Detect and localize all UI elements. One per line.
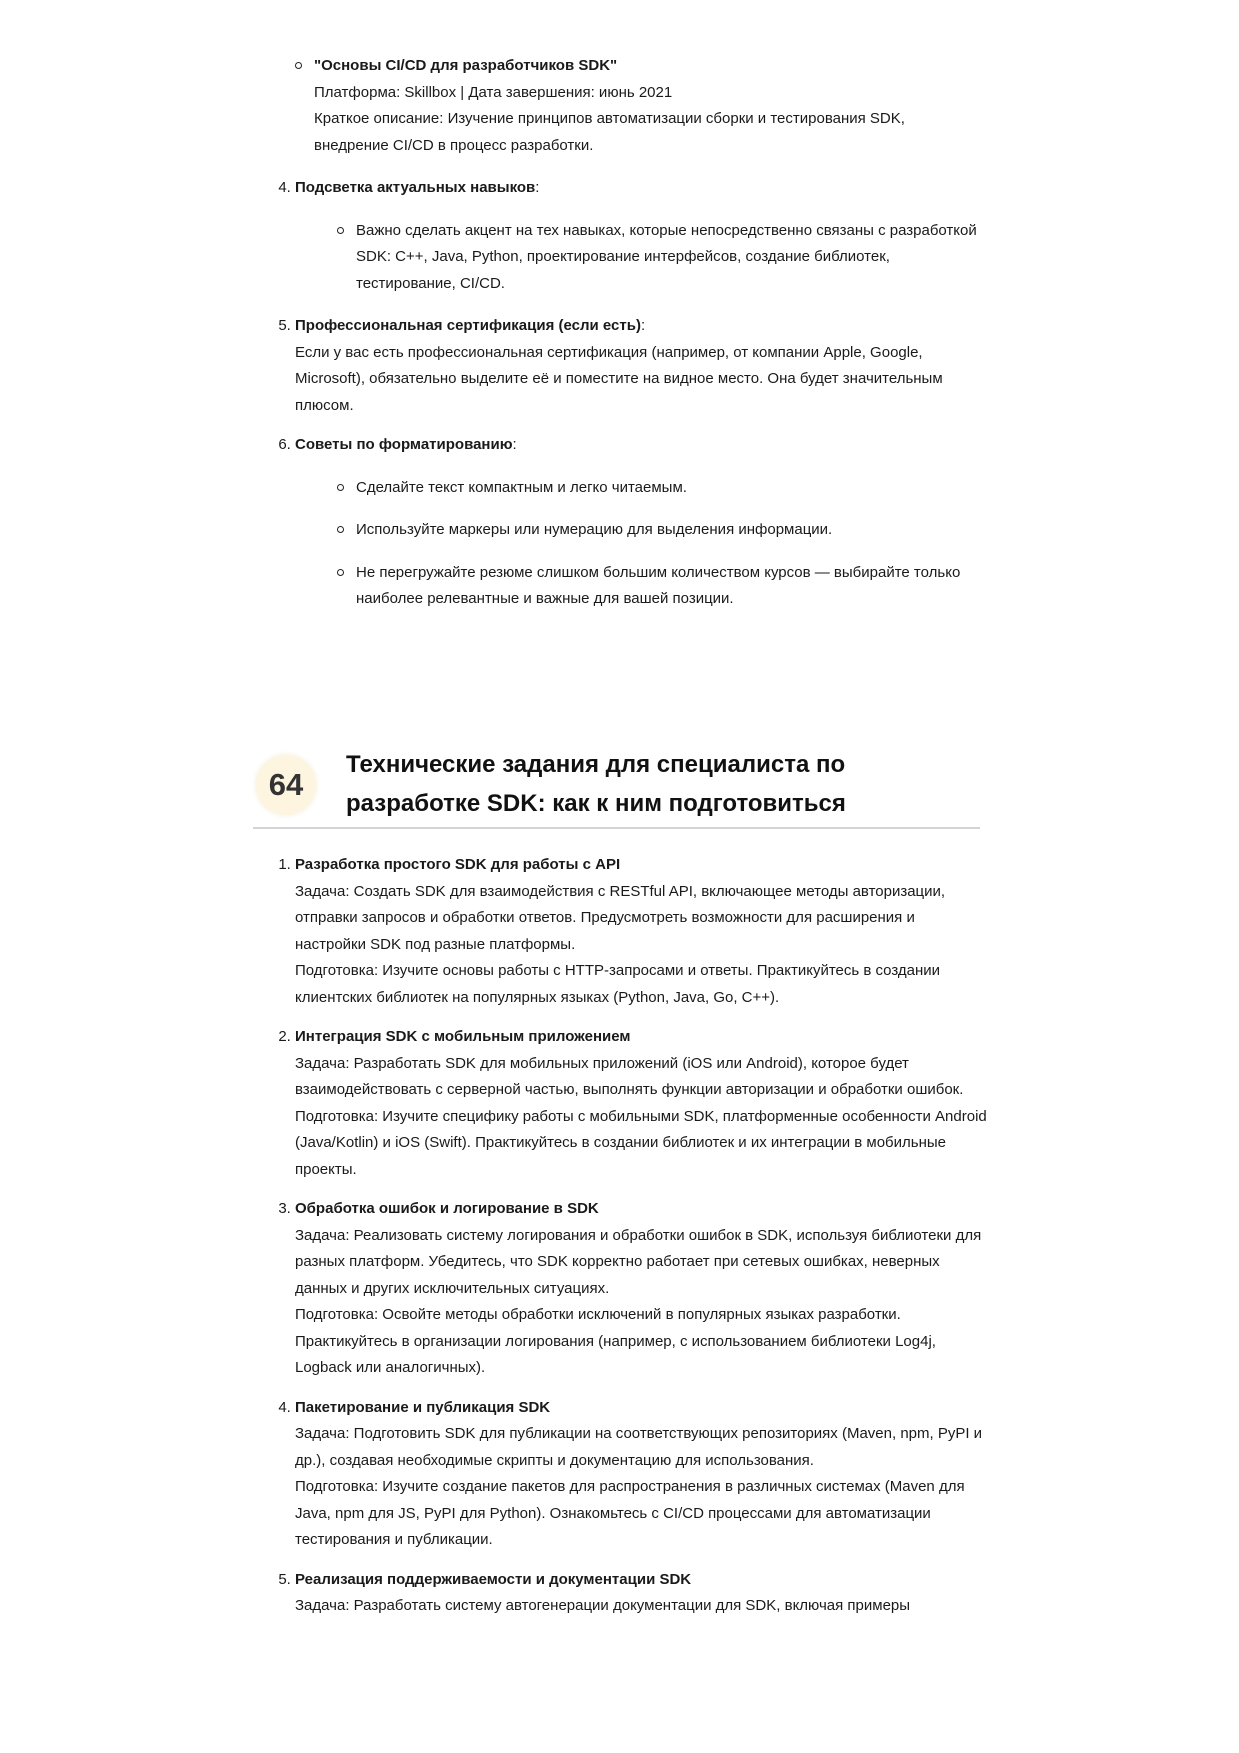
task-title: 2. Интеграция SDK с мобильным приложением xyxy=(295,1028,631,1045)
item-title: Профессиональная сертификация (если есть) xyxy=(295,317,641,334)
item-text: Если у вас есть профессиональная сертификация (например, от компании Apple, Google, Microsoft), обязательно выделите её и поместите на видное место. Она будет значительным плюсом. xyxy=(295,343,943,414)
task-title: 5. Реализация поддерживаемости и документации SDK xyxy=(295,1570,692,1588)
item-title: Подсветка актуальных навыков xyxy=(295,179,536,196)
bullet: Не перегружайте резюме слишком большим количеством курсов — выбирайте только наиболее релевантные и важные для вашей позиции. xyxy=(337,560,981,613)
task-item xyxy=(295,1567,988,1620)
item-suffix: : xyxy=(512,436,517,453)
section-heading xyxy=(253,735,980,829)
task-description: Задача: Реализовать систему логирования и обработки ошибок в SDK, используя библиотеки для разных платформ. Убедитесь, что SDK корректно работает при сетевых ошибках, неверных данных и других исключительных ситуациях. xyxy=(295,1226,982,1297)
course-title: "Основы CI/CD для разработчиков SDK" xyxy=(314,57,618,74)
task-preparation: Подготовка: Изучите создание пакетов для распространения в различных системах (Maven для Java, npm для JS, PyPI для Python). Ознакомьтесь с CI/CD процессами для автоматизации тестирования и публикации. xyxy=(295,1478,965,1548)
bullet: Используйте маркеры или нумерацию для выделения информации. xyxy=(337,517,981,544)
course-entry xyxy=(295,53,939,159)
task-title: 1. Разработка простого SDK для работы с API xyxy=(295,856,621,873)
task-preparation: Подготовка: Освойте методы обработки исключений в популярных языках разработки. Практикуйтесь в организации логирования (например, с использованием библиотеки Log4j, Logback или аналогичных). xyxy=(295,1306,936,1376)
bullet: Сделайте текст компактным и легко читаемым. xyxy=(337,475,981,502)
part1-content xyxy=(253,53,988,629)
bullet: Важно сделать акцент на тех навыках, которые непосредственно связаны с разработкой SDK: C++, Java, Python, проектирование интерфейсов, создание библиотек, тестирование, CI/CD. xyxy=(337,218,981,298)
task-description: Задача: Разработать SDK для мобильных приложений (iOS или Android), которое будет взаимодействовать с серверной частью, выполнять функции авторизации и обработки ошибок. xyxy=(295,1054,964,1098)
item-suffix: : xyxy=(640,317,646,334)
task-item xyxy=(295,1024,988,1183)
task-preparation: Подготовка: Изучите основы работы с HTTP-запросами и ответы. Практикуйтесь в создании клиентских библиотек на популярных языках (Python, Java, Go, C++). xyxy=(295,962,941,1006)
section-title: Технические задания для специалиста по разработке SDK: как к ним подготовиться xyxy=(346,751,846,817)
task-description: Задача: Создать SDK для взаимодействия с RESTful API, включающее методы авторизации, отправки запросов и обработки ответов. Предусмотреть возможности для расширения и настройки SDK под разные платформы. xyxy=(295,882,946,953)
item-title: Советы по форматированию xyxy=(295,436,513,453)
task-title: 3. Обработка ошибок и логирование в SDK xyxy=(295,1200,599,1217)
task-preparation: Подготовка: Изучите специфику работы с мобильными SDK, платформенные особенности Android (Java/Kotlin) и iOS (Swift). Практикуйтесь в создании библиотек и их интеграции в мобильные проекты. xyxy=(295,1107,987,1178)
tasks-content xyxy=(253,852,988,1633)
task-title: 4. Пакетирование и публикация SDK xyxy=(295,1398,551,1416)
task-item xyxy=(295,1395,988,1554)
course-description: Краткое описание: Изучение принципов автоматизации сборки и тестирования SDK, внедрение CI/CD в процесс разработки. xyxy=(314,110,905,154)
course-platform: Платформа: Skillbox | Дата завершения: июнь 2021 xyxy=(314,83,673,101)
section-number-badge: 64 xyxy=(256,755,316,815)
task-item xyxy=(295,852,988,1011)
task-description: Задача: Подготовить SDK для публикации на соответствующих репозиториях (Maven, npm, PyPI и др.), создавая необходимые скрипты и документацию для использования. xyxy=(295,1425,983,1469)
task-item xyxy=(295,1196,988,1382)
list-item-certification xyxy=(295,313,988,419)
item-suffix: : xyxy=(535,179,540,196)
list-item-skills xyxy=(295,175,988,297)
list-item-formatting xyxy=(295,432,988,613)
task-description: Задача: Разработать систему автогенерации документации для SDK, включая примеры xyxy=(295,1597,911,1614)
